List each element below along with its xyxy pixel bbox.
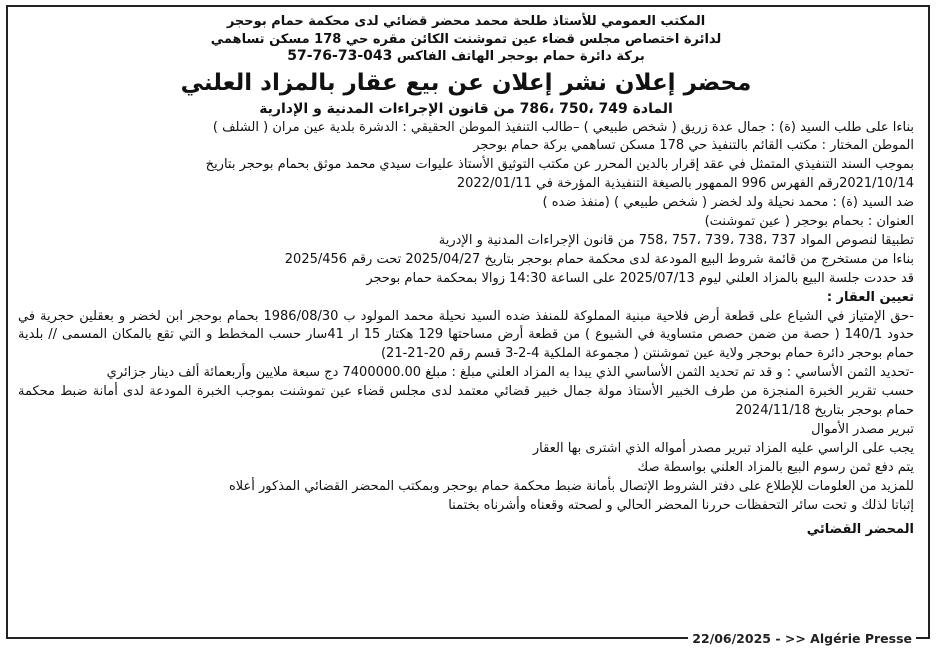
paragraph-expertise: حسب تقرير الخبرة المنجزة من طرف الخبير الأستاذ مولة جمال خبير قضائي معتمد لدى مجلس قضاء عين تموشنت بموجب الخبرة المودعة لدى أمانة ضبط محكمة حمام بوحجر بتاريخ 2024/11/18 [18, 384, 914, 419]
paragraph-base-price: -تحديد الثمن الأساسي : و قد تم تحديد الثمن الأساسي الذي يبدا به المزاد العلني مبلغ : مبلغ 7400000.00 دج سبعة ملايين وأربعمائة ألف دينار جزائري [106, 365, 914, 381]
paragraph-property: -حق الإمتياز في الشياع على قطعة أرض فلاحية مبنية المملوكة للمنفذ ضده السيد نحيلة محمد المولود ب 1986/08/30 بحمام بوحجر ابن لخضر و بعقلين حجرية في حدود 140/1 ( حصة من ضمن حصص متساوية في الشيوع ) من قطعة أرض مساحتها 129 هكتار 15 ار 41سار حسب المخطط و التي تقع بالمكان المسمى // بلدية حمام بوحجر دائرة حمام بوحجر ولاية عين تموشنتن ( مجموعة الملكية 4-2-3 قسم رقم 20-21-21) [18, 308, 915, 362]
header-line-1: المكتب العمومي للأستاذ طلحة محمد محضر قضائي لدى محكمة حمام بوحجر [226, 14, 706, 29]
body-line-title-deed: بموجب السند التنفيذي المتمثل في عقد إقرار بالدين المحرر عن مكتب التوثيق الأستاذ عليوات سيدي محمد موثق بحمام بوحجر بتاريخ [205, 157, 914, 173]
body-line-address: العنوان : بحمام بوحجر ( عين تموشنت) [704, 214, 914, 230]
body-line-debtor: ضد السيد (ة) : محمد نحيلة ولد لخضر ( شخص طبيعي ) (منفذ ضده ) [542, 195, 914, 211]
body-line-articles: تطبيقا لنصوص المواد 737 ،738 ،739 ،757 ،758 من قانون الإجراءات المدنية و الإدرية [438, 232, 914, 248]
body-line-index: 2021/10/14رقم الفهرس 996 الممهور بالصيغة التنفيذية المؤرخة في 2022/01/11 [456, 176, 914, 192]
header-line-3 [18, 48, 914, 66]
header-location: بركة دائرة حمام بوحجر الهاتف الفاكس [396, 49, 645, 64]
body-line-funds: يجب على الراسي عليه المزاد تبرير مصدر أمواله الذي اشترى بها العقار [532, 440, 914, 456]
page-title: محضر إعلان نشر إعلان عن بيع عقار بالمزاد العلني [180, 69, 752, 96]
header-phone: 043-73-76-57 [287, 48, 393, 64]
body-line-funds-heading: تبرير مصدر الأموال [811, 422, 914, 437]
header-line-2: لدائرة اختصاص مجلس قضاء عين تموشنت الكائن مقره حي 178 مسكن تساهمي [210, 31, 722, 47]
footer-source: 22/06/2025 - >> Algérie Presse [688, 631, 916, 646]
body-line-extract: بناءا من مستخرج من قائمة شروط البيع المودعة لدى محكمة حمام بوحجر بتاريخ 2025/04/27 تحت رقم 2025/456 [284, 251, 914, 267]
body-line-session: قد حددت جلسة البيع بالمزاد العلني ليوم 2025/07/13 على الساعة 14:30 زوالا بمحكمة حمام بوحجر [366, 270, 914, 286]
body-line-request: بناءا على طلب السيد (ة) : جمال عدة زريق ( شخص طبيعي ) –طالب التنفيذ الموطن الحقيقي : الدشرة بلدية عين مران ( الشلف ) [212, 119, 914, 135]
signature-label: المحضر القضائي [806, 521, 914, 537]
body-line-payment: يتم دفع ثمن رسوم البيع بالمزاد العلني بواسطة صك [637, 459, 914, 475]
page-subtitle: المادة 749 ،750 ،786 من قانون الإجراءات المدنية و الإدارية [259, 100, 673, 117]
body-line-domicile: الموطن المختار : مكتب القائم بالتنفيذ حي 178 مسكن تساهمي بركة حمام بوحجر [473, 138, 914, 154]
notice-content [18, 13, 914, 537]
section-heading-property: تعيين العقار : [826, 289, 914, 305]
body-line-info: للمزيد من العلومات للإطلاع على دفتر الشروط الإتصال بأمانة ضبط محكمة حمام بوحجر وبمكتب المحضر القضائي المذكور أعلاه [228, 478, 914, 494]
notice-frame [6, 5, 930, 639]
body-line-closing: إثباتا لذلك و تحت سائر التحفظات حررنا المحضر الحالي و لصحته وقعناه وأشرناه بختمنا [448, 497, 914, 513]
